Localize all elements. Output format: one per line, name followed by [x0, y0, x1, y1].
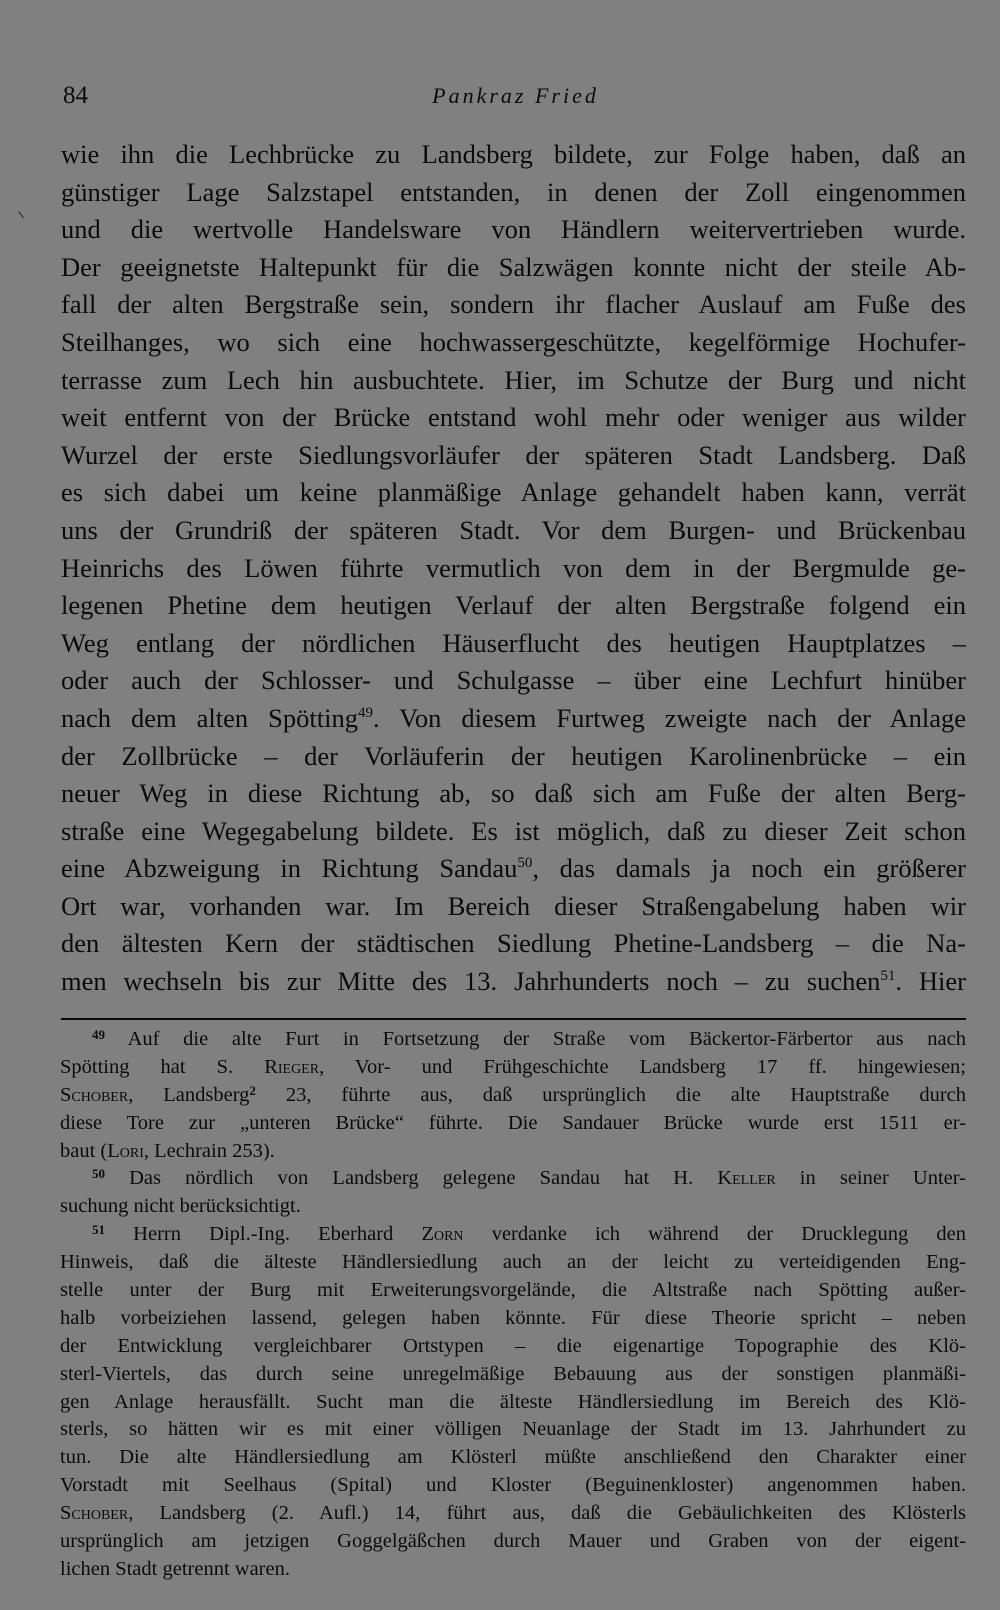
footnote-line — [60, 1054, 966, 1082]
text-line: Weg entlang der nördlichen Häuserflucht des heutigen Hauptplatzes – — [61, 627, 966, 658]
footnote-mark: 49 — [92, 1027, 105, 1042]
text-line: Heinrichs des Löwen führte vermutlich von dem in der Bergmulde ge- — [61, 552, 966, 583]
text-line — [61, 963, 966, 1001]
footnote-text: , Vor- und Frühgeschichte Landsberg 17 ff. hingewiesen; — [319, 1055, 966, 1078]
text-segment: eine Abzweigung in Richtung Sandau — [61, 853, 518, 884]
footnote-line: lichen Stadt getrennt waren. — [60, 1557, 290, 1580]
text-line: Ort war, vorhanden war. Im Bereich dieser Straßengabelung haben wir — [61, 890, 966, 921]
text-line: uns der Grundriß der späteren Stadt. Vor dem Burgen- und Brückenbau — [61, 514, 966, 545]
text-line: legenen Phetine dem heutigen Verlauf der alten Bergstraße folgend ein — [61, 590, 966, 621]
page-number: 84 — [63, 82, 88, 109]
footnote-text: in seiner Unter- — [775, 1167, 967, 1190]
main-text — [61, 136, 966, 1001]
footnotes — [60, 1026, 966, 1584]
footnote-text: verdanke ich während der Drucklegung den — [463, 1223, 967, 1246]
author-name: Schober — [60, 1502, 129, 1525]
text-line: weit entfernt von der Brücke entstand wohl mehr oder weniger aus wilder — [61, 402, 966, 433]
text-segment: men wechseln bis zur Mitte des 13. Jahrhunderts noch – zu suchen — [61, 966, 881, 997]
footnote-line: ursprünglich am jetzigen Goggelgäßchen durch Mauer und Graben von der eigent- — [60, 1530, 966, 1553]
edition-mark: 2 — [249, 1082, 256, 1098]
footnote-line: tun. Die alte Händlersiedlung am Klösterl müßte anschließend den Charakter einer — [60, 1446, 966, 1469]
footnote-line: gen Anlage herausfällt. Sucht man die älteste Händlersiedlung im Bereich des Klö- — [60, 1390, 966, 1413]
footnote-line: sterls, so hätten wir es mit einer völligen Neuanlage der Stadt im 13. Jahrhundert zu — [60, 1418, 966, 1441]
footnote-line: suchung nicht berücksichtigt. — [60, 1195, 301, 1218]
text-line: es sich dabei um keine planmäßige Anlage gehandelt haben kann, verrät — [61, 477, 966, 508]
footnote-line: diese Tore zur „unteren Brücke“ führte. Die Sandauer Brücke wurde erst 1511 er- — [60, 1111, 966, 1134]
text-line: wie ihn die Lechbrücke zu Landsberg bildete, zur Folge haben, daß an — [61, 139, 966, 169]
stray-mark — [18, 208, 28, 219]
author-name: Rieger — [264, 1055, 320, 1078]
footnote-ref-51[interactable]: 51 — [880, 968, 896, 985]
footnote-line: sterl-Viertels, das durch seine unregelmäßige Bebauung aus der sonstigen planmäßi- — [60, 1362, 966, 1385]
text-line: straße eine Wegegabelung bildete. Es ist möglich, daß zu dieser Zeit schon — [61, 815, 966, 846]
footnote-line: Vorstadt mit Seelhaus (Spital) und Kloster (Beguinenkloster) angenommen haben. — [60, 1474, 966, 1497]
text-segment: . Von diesem Furtweg zweigte nach der Anlage — [372, 702, 966, 733]
footnote-mark: 50 — [92, 1166, 105, 1182]
footnote-line — [60, 1082, 966, 1110]
author-name: Zorn — [421, 1223, 464, 1246]
footnote-line — [60, 1500, 966, 1528]
text-line: und die wertvolle Handelsware von Händlern weitervertrieben wurde. — [61, 214, 966, 245]
text-line: fall der alten Bergstraße sein, sondern ihr flacher Auslauf am Fuße des — [61, 289, 966, 320]
text-line — [61, 700, 966, 738]
footnote-text: Das nördlich von Landsberg gelegene Sandau hat H. — [129, 1167, 718, 1190]
text-line: den ältesten Kern der städtischen Siedlung Phetine-Landsberg – die Na- — [61, 928, 966, 959]
footnote-49 — [60, 1026, 966, 1054]
page-header — [63, 80, 968, 112]
footnote-ref-50[interactable]: 50 — [517, 855, 533, 872]
footnote-divider — [61, 1018, 966, 1020]
text-line: terrasse zum Lech hin ausbuchtete. Hier, im Schutze der Burg und nicht — [61, 364, 966, 395]
footnote-text: Herrn Dipl.-Ing. Eberhard — [133, 1223, 422, 1246]
text-line: Wurzel der erste Siedlungsvorläufer der späteren Stadt Landsberg. Daß — [61, 439, 966, 470]
footnote-text: , Landsberg — [128, 1083, 250, 1106]
footnote-line: stelle unter der Burg mit Erweiterungsvorgelände, die Altstraße nach Spötting außer- — [60, 1279, 966, 1302]
author-name: Lori — [107, 1139, 144, 1162]
footnote-line — [60, 1138, 966, 1166]
text-line: neuer Weg in diese Richtung ab, so daß sich am Fuße der alten Berg- — [61, 778, 966, 809]
text-line: oder auch der Schlosser- und Schulgasse – über eine Lechfurt hinüber — [61, 665, 966, 696]
footnote-text: , Landsberg (2. Aufl.) 14, führt aus, daß die Gebäulichkeiten des Klösterls — [128, 1502, 966, 1525]
text-line: günstiger Lage Salzstapel entstanden, in denen der Zoll eingenommen — [61, 176, 966, 207]
text-line: der Zollbrücke – der Vorläuferin der heutigen Karolinenbrücke – ein — [61, 740, 966, 771]
author-name: Keller — [717, 1167, 776, 1190]
footnote-line: halb vorbeiziehen lassend, gelegen haben könnte. Für diese Theorie spricht – neben — [60, 1306, 966, 1329]
text-line: Der geeignetste Haltepunkt für die Salzwägen konnte nicht der steile Ab- — [61, 251, 966, 282]
text-line — [61, 850, 966, 888]
footnote-50 — [60, 1165, 966, 1193]
footnote-text: 23, führte aus, daß ursprünglich die alte Hauptstraße durch — [255, 1083, 967, 1106]
footnote-mark: 51 — [92, 1222, 105, 1238]
footnote-text: Auf die alte Furt in Fortsetzung der Straße vom Bäckertor-Färbertor aus nach — [127, 1028, 966, 1050]
footnote-text: Spötting hat S. — [60, 1055, 265, 1078]
footnote-51 — [60, 1221, 966, 1249]
footnote-ref-49[interactable]: 49 — [357, 704, 373, 721]
footnote-text: baut ( — [60, 1139, 108, 1162]
footnote-text: , Lechrain 253). — [143, 1139, 275, 1162]
text-line: Steilhanges, wo sich eine hochwassergeschützte, kegelförmige Hochufer- — [61, 326, 966, 357]
footnote-line: Hinweis, daß die älteste Händlersiedlung auch an der leicht zu verteidigenden Eng- — [60, 1251, 966, 1274]
text-segment: . Hier — [895, 966, 966, 997]
text-segment: , das damals ja noch ein größerer — [532, 853, 966, 884]
footnote-line: der Entwicklung vergleichbarer Ortstypen – die eigenartige Topographie des Klö- — [60, 1334, 966, 1357]
running-title: Pankraz Fried — [432, 83, 599, 108]
author-name: Schober — [60, 1083, 129, 1106]
text-segment: nach dem alten Spötting — [61, 702, 358, 733]
